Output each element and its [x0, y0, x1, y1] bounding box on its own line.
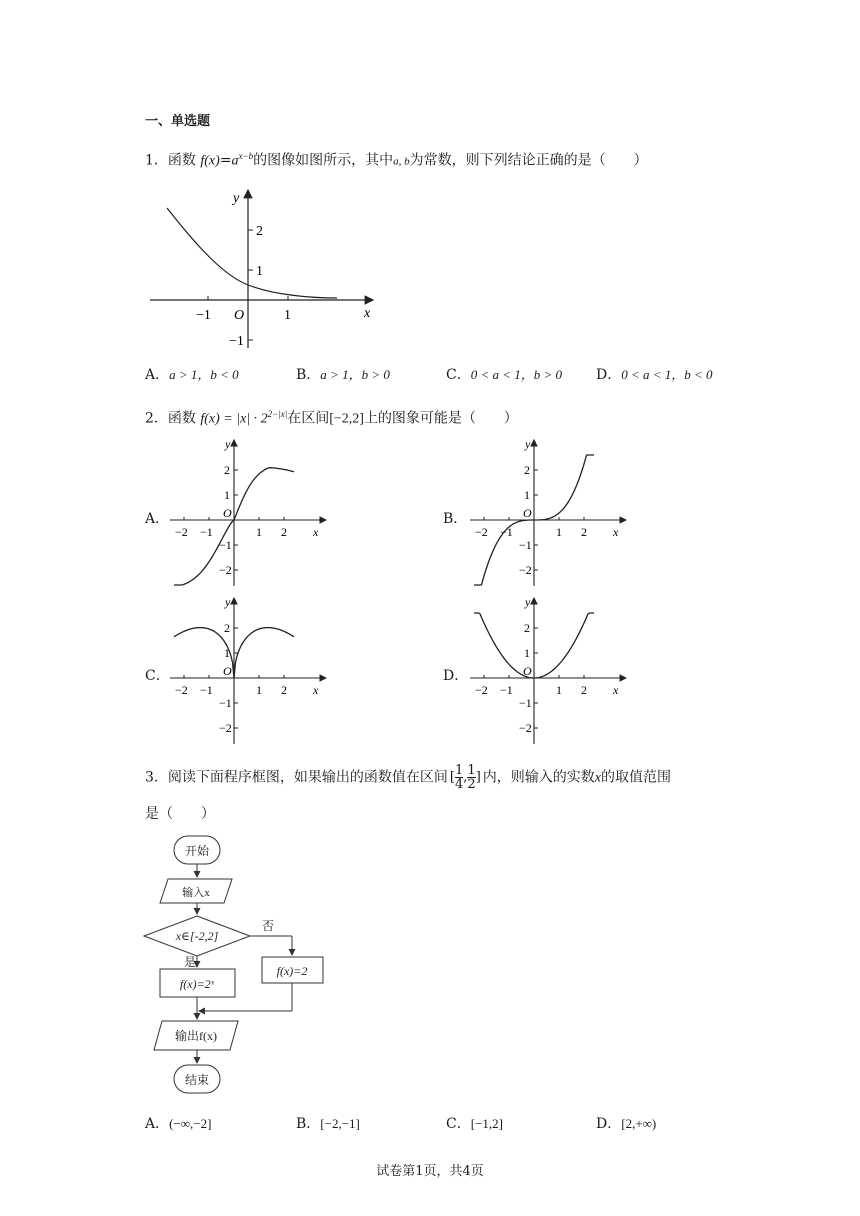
- q2-y-label: y: [525, 437, 531, 451]
- q2-tick-y: −2: [219, 721, 232, 735]
- q1-func-base: a: [231, 153, 239, 169]
- q2-tick-y: 2: [524, 463, 530, 477]
- q3-interval-visual: [ $\frac{1}{4}$ , $\frac{1}{2}$ ]: [449, 763, 481, 792]
- q2-option-a-label[interactable]: A．: [145, 511, 170, 527]
- q1-func-exp: x−b: [238, 151, 254, 161]
- option-label: A．: [145, 367, 170, 383]
- q1-tick-y-1: 1: [256, 264, 263, 279]
- q2-post: 上的图象可能是（ ）: [363, 410, 518, 427]
- q2-tick-x: 2: [581, 683, 587, 697]
- q2-tick-y: −1: [219, 538, 232, 552]
- flow-input-text: 输入x: [182, 887, 210, 899]
- q2-tick-y: −1: [519, 696, 532, 710]
- q1-option-d[interactable]: [596, 365, 713, 385]
- q3-number: 3．: [145, 769, 168, 786]
- q2-x-label: x: [613, 683, 619, 697]
- q2-option-c-label[interactable]: C．: [145, 668, 170, 684]
- q2-tick-x: −2: [175, 525, 188, 539]
- option-text: a > 1，b < 0: [169, 367, 239, 382]
- q2-tick-x: −1: [200, 683, 213, 697]
- q1-graph: [145, 180, 385, 355]
- q2-func-exp: 2−|x|: [267, 409, 288, 419]
- q2-tick-y: 1: [224, 488, 230, 502]
- q3-var: x: [594, 770, 601, 786]
- q1-y-label: y: [233, 191, 240, 206]
- q2-graph-c: [170, 594, 330, 746]
- flow-yes-box-text: f(x)=2ˣ: [179, 977, 215, 991]
- flow-yes-label: 是: [184, 955, 197, 969]
- q3-pre: 阅读下面程序框图，如果输出的函数值在区间: [167, 769, 448, 786]
- q2-tick-x: 2: [281, 525, 287, 539]
- flow-no-label: 否: [262, 919, 275, 933]
- q2-tick-y: −1: [519, 538, 532, 552]
- q1-stem: [145, 146, 648, 172]
- q2-number: 2．: [145, 410, 168, 427]
- q3-option-a[interactable]: [145, 1114, 211, 1134]
- option-label: D．: [596, 367, 622, 383]
- option-label: C．: [446, 1116, 471, 1132]
- q2-tick-x: 1: [256, 525, 262, 539]
- option-label: D．: [596, 1116, 622, 1132]
- q2-tick-y: 1: [224, 646, 230, 660]
- q1-pre: 函数: [167, 152, 196, 169]
- q1-option-b[interactable]: [296, 365, 390, 385]
- q3-stem-line2: 是（ ）: [145, 806, 215, 822]
- q2-tick-x: 2: [281, 683, 287, 697]
- q2-tick-y: 1: [524, 488, 530, 502]
- option-text: [2,+∞): [621, 1116, 657, 1131]
- q1-x-label: x: [364, 306, 371, 321]
- q1-func-lhs: f(x): [200, 153, 220, 169]
- section-title: 一、单选题: [145, 114, 211, 129]
- q2-origin-label: O: [223, 664, 232, 678]
- q3-end: 的取值范围: [601, 769, 671, 786]
- q1-tick-y-neg1: −1: [229, 334, 244, 349]
- q2-pre: 函数: [167, 410, 196, 427]
- option-label: B．: [296, 367, 321, 383]
- q3-post: 内，则输入的实数: [482, 769, 595, 786]
- option-label: C．: [446, 367, 471, 383]
- q2-origin-label: O: [523, 506, 532, 520]
- q1-curve: [167, 208, 337, 298]
- q2-mid: 在区间: [287, 410, 330, 427]
- q2-y-label: y: [225, 595, 231, 609]
- q3-option-c[interactable]: [446, 1114, 503, 1134]
- q2-origin-label: O: [523, 664, 532, 678]
- q2-tick-x: −2: [175, 683, 188, 697]
- q1-func-eq: =: [219, 152, 232, 169]
- q2-x-label: x: [313, 683, 319, 697]
- q2-tick-x: −1: [200, 525, 213, 539]
- q2-tick-x: 1: [556, 525, 562, 539]
- q1-origin-label: O: [234, 308, 245, 323]
- flow-start-text: 开始: [184, 844, 210, 858]
- q2-tick-x: −1: [500, 525, 513, 539]
- q2-tick-y: 1: [524, 646, 530, 660]
- q1-number: 1．: [145, 152, 168, 169]
- q2-tick-y: 2: [224, 621, 230, 635]
- q1-mid: 的图像如图所示，其中: [253, 152, 394, 169]
- q1-consts: a, b: [393, 155, 410, 168]
- q2-interval: [−2,2]: [329, 411, 364, 427]
- flow-condition-text: x∈[-2,2]: [175, 929, 219, 943]
- q2-func: f(x) = |x| · 2: [200, 411, 268, 427]
- q2-tick-y: −2: [519, 563, 532, 577]
- q2-tick-x: −1: [500, 683, 513, 697]
- q2-y-label: y: [225, 437, 231, 451]
- q3-option-d[interactable]: [596, 1114, 656, 1134]
- q2-tick-x: 1: [256, 683, 262, 697]
- q2-tick-y: 2: [524, 621, 530, 635]
- q2-y-label: y: [525, 595, 531, 609]
- page-footer: 试卷第1页，共4页: [376, 1164, 484, 1179]
- q2-tick-x: 1: [556, 683, 562, 697]
- q2-tick-x: 2: [581, 525, 587, 539]
- flow-end-text: 结束: [184, 1073, 210, 1087]
- option-text: (−∞,−2]: [169, 1116, 212, 1131]
- q2-graph-a: [170, 436, 330, 588]
- q2-option-b-label[interactable]: B．: [443, 511, 468, 527]
- q1-option-c[interactable]: [446, 365, 562, 385]
- q2-tick-x: −2: [475, 525, 488, 539]
- q2-stem: [145, 404, 518, 430]
- q2-tick-x: −2: [475, 683, 488, 697]
- flow-output-text: 输出f(x): [175, 1029, 217, 1043]
- option-label: A．: [145, 1116, 170, 1132]
- q1-option-a[interactable]: [145, 365, 239, 385]
- option-text: a > 1，b > 0: [320, 367, 390, 382]
- q2-tick-y: −2: [219, 563, 232, 577]
- option-text: 0 < a < 1，b < 0: [621, 367, 713, 382]
- q1-tick-y-2: 2: [256, 224, 263, 239]
- q3-stem-line1: [145, 764, 671, 791]
- q3-option-b[interactable]: [296, 1114, 360, 1134]
- flow-no-box-text: f(x)=2: [276, 964, 308, 978]
- option-text: [−2,−1]: [320, 1116, 360, 1131]
- q2-option-d-label[interactable]: D．: [443, 668, 469, 684]
- q2-graph-b: [470, 436, 630, 588]
- q2-tick-y: −1: [219, 696, 232, 710]
- q2-tick-y: −2: [519, 721, 532, 735]
- q1-post: 为常数，则下列结论正确的是（ ）: [409, 152, 648, 169]
- q2-x-label: x: [613, 525, 619, 539]
- q2-x-label: x: [313, 525, 319, 539]
- option-label: B．: [296, 1116, 321, 1132]
- q1-tick-x-1: 1: [284, 308, 291, 323]
- q2-origin-label: O: [223, 506, 232, 520]
- option-text: [−1,2]: [470, 1116, 503, 1131]
- q1-tick-x-neg1: −1: [196, 308, 211, 323]
- q3-flowchart: [140, 830, 340, 1098]
- q2-tick-y: 2: [224, 463, 230, 477]
- option-text: 0 < a < 1，b > 0: [470, 367, 563, 382]
- q2-graph-d: [470, 594, 630, 746]
